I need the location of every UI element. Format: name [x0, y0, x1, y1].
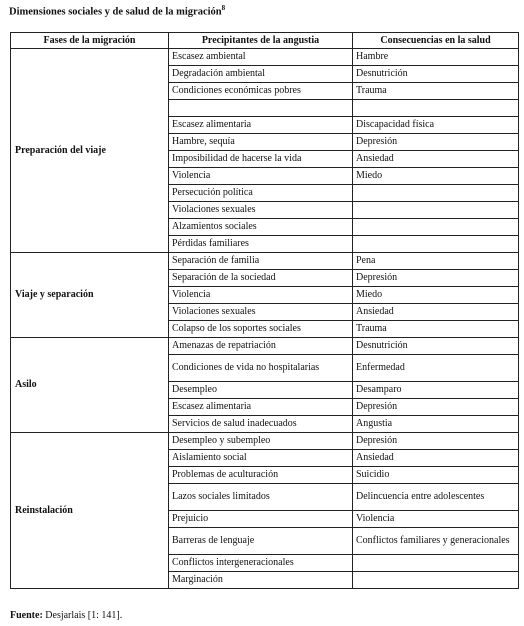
precipitant-cell: Violencia [169, 287, 353, 304]
consequence-cell: Trauma [353, 83, 519, 100]
table-row [11, 338, 519, 355]
precipitant-cell: Condiciones de vida no hospitalarias [169, 355, 353, 382]
consequence-cell: Discapacidad física [353, 117, 519, 134]
consequence-cell: Desnutrición [353, 338, 519, 355]
consequence-cell [353, 555, 519, 572]
table-body [11, 49, 519, 589]
precipitant-cell: Pérdidas familiares [169, 236, 353, 253]
phase-cell: Preparación del viaje [11, 49, 169, 253]
consequence-cell: Desamparo [353, 382, 519, 399]
source-label: Fuente: [10, 610, 43, 621]
consequence-cell: Conflictos familiares y generacionales [353, 528, 519, 555]
precipitant-cell [169, 100, 353, 117]
consequence-cell [353, 236, 519, 253]
phase-cell: Reinstalación [11, 433, 169, 589]
title-text: Dimensiones sociales y de salud de la migración [9, 6, 222, 18]
precipitant-cell: Violencia [169, 168, 353, 185]
precipitant-cell: Desempleo y subempleo [169, 433, 353, 450]
consequence-cell: Ansiedad [353, 450, 519, 467]
consequence-cell: Miedo [353, 168, 519, 185]
source-text: Desjarlais [1: 141]. [45, 610, 123, 621]
consequence-cell: Hambre [353, 49, 519, 66]
consequence-cell: Ansiedad [353, 151, 519, 168]
migration-table [10, 32, 519, 589]
table-row [11, 433, 519, 450]
precipitant-cell: Alzamientos sociales [169, 219, 353, 236]
consequence-cell: Desnutrición [353, 66, 519, 83]
precipitant-cell: Degradación ambiental [169, 66, 353, 83]
column-header: Fases de la migración [11, 33, 169, 49]
precipitant-cell: Violaciones sexuales [169, 304, 353, 321]
precipitant-cell: Barreras de lenguaje [169, 528, 353, 555]
precipitant-cell: Amenazas de repatriación [169, 338, 353, 355]
precipitant-cell: Aislamiento social [169, 450, 353, 467]
precipitant-cell: Hambre, sequía [169, 134, 353, 151]
column-header: Consecuencias en la salud [353, 33, 519, 49]
consequence-cell: Enfermedad [353, 355, 519, 382]
consequence-cell: Depresión [353, 270, 519, 287]
precipitant-cell: Lazos sociales limitados [169, 484, 353, 511]
precipitant-cell: Persecución política [169, 185, 353, 202]
precipitant-cell: Desempleo [169, 382, 353, 399]
precipitant-cell: Condiciones económicas pobres [169, 83, 353, 100]
header-row [11, 33, 519, 49]
consequence-cell: Miedo [353, 287, 519, 304]
consequence-cell: Trauma [353, 321, 519, 338]
consequence-cell [353, 219, 519, 236]
precipitant-cell: Violaciones sexuales [169, 202, 353, 219]
table-title [9, 4, 225, 18]
precipitant-cell: Servicios de salud inadecuados [169, 416, 353, 433]
title-footnote-ref: 8 [221, 4, 226, 12]
consequence-cell: Pena [353, 253, 519, 270]
precipitant-cell: Escasez alimentaria [169, 399, 353, 416]
precipitant-cell: Problemas de aculturación [169, 467, 353, 484]
consequence-cell: Delincuencia entre adolescentes [353, 484, 519, 511]
consequence-cell: Violencia [353, 511, 519, 528]
consequence-cell: Depresión [353, 134, 519, 151]
source-note [10, 610, 122, 621]
consequence-cell: Ansiedad [353, 304, 519, 321]
consequence-cell: Angustia [353, 416, 519, 433]
precipitant-cell: Escasez ambiental [169, 49, 353, 66]
consequence-cell: Depresión [353, 399, 519, 416]
precipitant-cell: Colapso de los soportes sociales [169, 321, 353, 338]
precipitant-cell: Separación de la sociedad [169, 270, 353, 287]
phase-cell: Asilo [11, 338, 169, 433]
precipitant-cell: Marginación [169, 572, 353, 589]
consequence-cell [353, 202, 519, 219]
precipitant-cell: Separación de familia [169, 253, 353, 270]
phase-cell: Viaje y separación [11, 253, 169, 338]
precipitant-cell: Prejuicio [169, 511, 353, 528]
consequence-cell [353, 100, 519, 117]
consequence-cell [353, 572, 519, 589]
table-row [11, 253, 519, 270]
precipitant-cell: Imposibilidad de hacerse la vida [169, 151, 353, 168]
consequence-cell: Suicidio [353, 467, 519, 484]
consequence-cell: Depresión [353, 433, 519, 450]
precipitant-cell: Conflictos intergeneracionales [169, 555, 353, 572]
column-header: Precipitantes de la angustia [169, 33, 353, 49]
precipitant-cell: Escasez alimentaria [169, 117, 353, 134]
table-row [11, 49, 519, 66]
consequence-cell [353, 185, 519, 202]
